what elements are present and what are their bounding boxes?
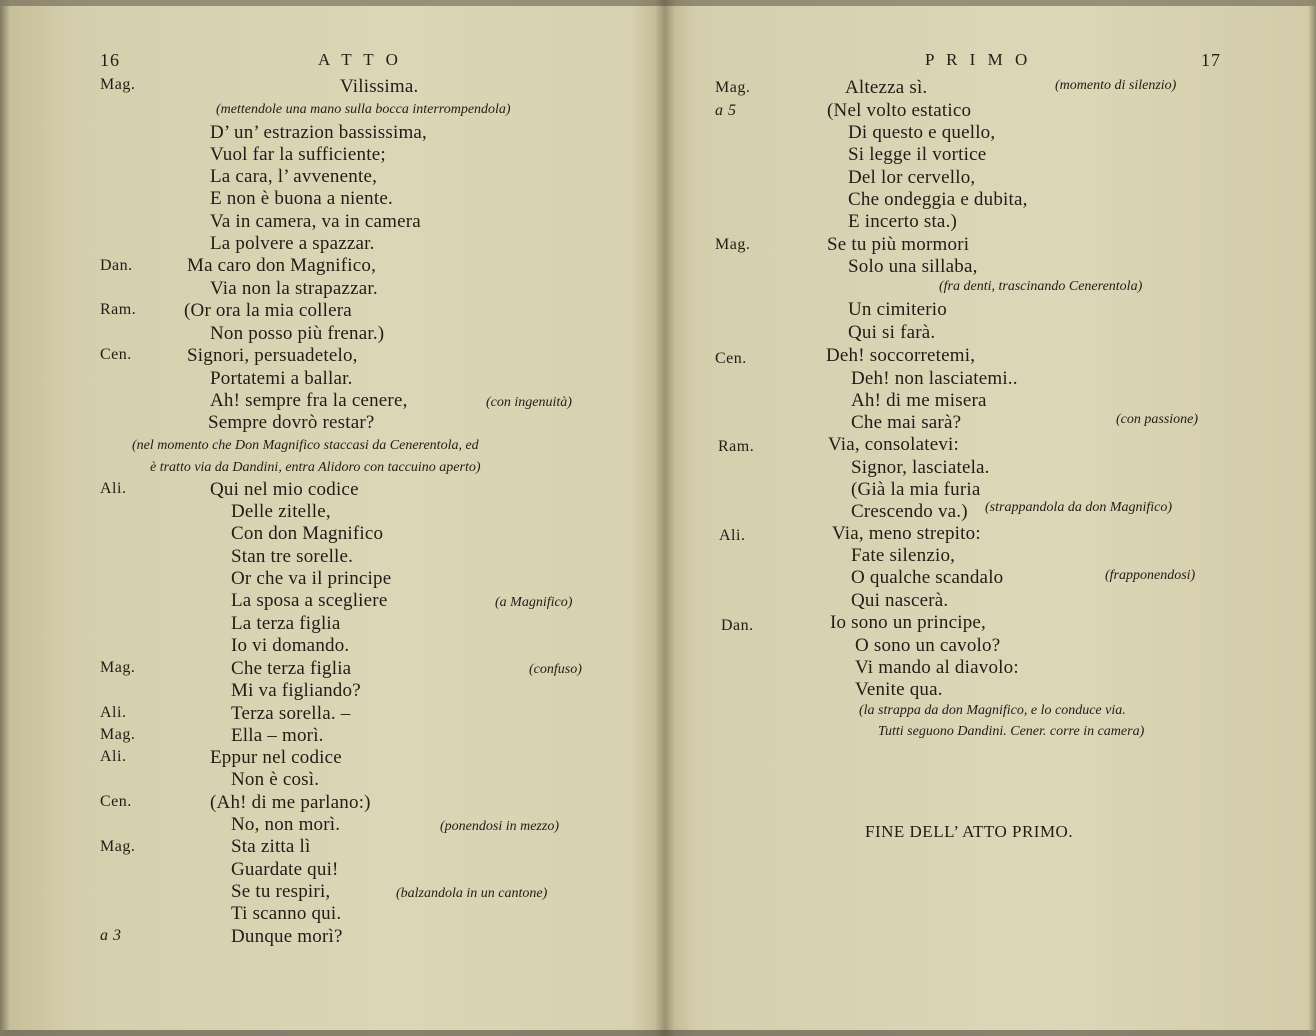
stage-direction: (fra denti, trascinando Cenerentola) xyxy=(939,279,1143,294)
verse-line: La cara, l’ avvenente, xyxy=(210,166,378,187)
stage-direction: (ponendosi in mezzo) xyxy=(440,819,559,834)
verse-line: La terza figlia xyxy=(231,613,341,634)
verse-line: Se tu più mormori xyxy=(827,234,970,255)
verse-line: Ti scanno qui. xyxy=(231,903,342,924)
stage-direction: (con ingenuità) xyxy=(486,395,572,410)
verse-line: Altezza sì. xyxy=(845,77,928,98)
speaker-label: Mag. xyxy=(100,726,136,743)
left-page xyxy=(0,0,655,1036)
verse-line: La polvere a spazzar. xyxy=(210,233,375,254)
verse-line: Qui si farà. xyxy=(848,322,936,343)
stage-direction: (a Magnifico) xyxy=(495,595,573,610)
verse-line: (Già la mia furia xyxy=(851,479,981,500)
verse-line: Che terza figlia xyxy=(231,658,352,679)
verse-line: Guardate qui! xyxy=(231,859,339,880)
book-gutter xyxy=(655,0,675,1036)
stage-direction: è tratto via da Dandini, entra Alidoro con taccuino aperto) xyxy=(150,460,481,475)
speaker-label: Mag. xyxy=(100,838,136,855)
speaker-label: Mag. xyxy=(715,236,751,253)
verse-line: Ah! di me misera xyxy=(851,390,987,411)
speaker-label: a 3 xyxy=(100,927,122,944)
verse-line: Che mai sarà? xyxy=(851,412,962,433)
speaker-label: Mag. xyxy=(100,659,136,676)
verse-line: Non è così. xyxy=(231,769,320,790)
verse-line: (Nel volto estatico xyxy=(827,100,972,121)
speaker-label: Cen. xyxy=(100,793,132,810)
verse-line: Terza sorella. – xyxy=(231,703,351,724)
verse-line: Io sono un principe, xyxy=(830,612,986,633)
verse-line: Deh! soccorretemi, xyxy=(826,345,976,366)
verse-line: Portatemi a ballar. xyxy=(210,368,353,389)
verse-line: Delle zitelle, xyxy=(231,501,331,522)
verse-line: Va in camera, va in camera xyxy=(210,211,421,232)
verse-line: Vuol far la sufficiente; xyxy=(210,144,386,165)
verse-line: Stan tre sorelle. xyxy=(231,546,354,567)
verse-line: E non è buona a niente. xyxy=(210,188,393,209)
verse-line: Qui nascerà. xyxy=(851,590,949,611)
stage-direction: (la strappa da don Magnifico, e lo conduce via. xyxy=(859,703,1126,718)
speaker-label: Ali. xyxy=(100,704,127,721)
speaker-label: Ali. xyxy=(100,480,127,497)
speaker-label: Cen. xyxy=(100,346,132,363)
verse-line: O qualche scandalo xyxy=(851,567,1004,588)
verse-line: Ah! sempre fra la cenere, xyxy=(210,390,408,411)
verse-line: E incerto sta.) xyxy=(848,211,958,232)
verse-line: Un cimiterio xyxy=(848,299,947,320)
verse-line: Del lor cervello, xyxy=(848,167,976,188)
verse-line: Crescendo va.) xyxy=(851,501,968,522)
stage-direction: (strappandola da don Magnifico) xyxy=(985,500,1173,515)
verse-line: (Or ora la mia collera xyxy=(184,300,352,321)
verse-line: Signori, persuadetelo, xyxy=(187,345,358,366)
speaker-label: Dan. xyxy=(100,257,133,274)
verse-line: Sta zitta lì xyxy=(231,836,311,857)
verse-line: O sono un cavolo? xyxy=(855,635,1001,656)
verse-line: Di questo e quello, xyxy=(848,122,996,143)
stage-direction: (mettendole una mano sulla bocca interrompendola) xyxy=(216,102,511,117)
verse-line: Io vi domando. xyxy=(231,635,350,656)
stage-direction: (balzandola in un cantone) xyxy=(396,886,548,901)
verse-line: Venite qua. xyxy=(855,679,943,700)
verse-line: Solo una sillaba, xyxy=(848,256,978,277)
running-head: P R I M O xyxy=(925,50,1032,69)
speaker-label: Cen. xyxy=(715,350,747,367)
verse-line: Signor, lasciatela. xyxy=(851,457,990,478)
running-head: A T T O xyxy=(318,50,402,69)
page-number: 17 xyxy=(1201,50,1221,70)
verse-line: Via, consolatevi: xyxy=(828,434,960,455)
verse-line: Che ondeggia e dubita, xyxy=(848,189,1028,210)
verse-line: Deh! non lasciatemi.. xyxy=(851,368,1018,389)
stage-direction: (frapponendosi) xyxy=(1105,568,1196,583)
verse-line: La sposa a scegliere xyxy=(231,590,388,611)
stage-direction: (momento di silenzio) xyxy=(1055,78,1177,93)
verse-line: Si legge il vortice xyxy=(848,144,987,165)
stage-direction: (confuso) xyxy=(529,662,582,677)
verse-line: Dunque morì? xyxy=(231,926,343,947)
verse-line: Eppur nel codice xyxy=(210,747,342,768)
speaker-label: Ram. xyxy=(718,438,755,455)
verse-line: Qui nel mio codice xyxy=(210,479,359,500)
speaker-label: a 5 xyxy=(715,102,737,119)
verse-line: Fate silenzio, xyxy=(851,545,956,566)
verse-line: Sempre dovrò restar? xyxy=(208,412,375,433)
verse-line: Ma caro don Magnifico, xyxy=(187,255,377,276)
verse-line: Vi mando al diavolo: xyxy=(855,657,1019,678)
speaker-label: Ali. xyxy=(719,527,746,544)
speaker-label: Dan. xyxy=(721,617,754,634)
stage-direction: (nel momento che Don Magnifico staccasi da Cenerentola, ed xyxy=(132,438,479,453)
verse-line: Se tu respiri, xyxy=(231,881,331,902)
verse-line: Via non la strapazzar. xyxy=(210,278,378,299)
verse-line: Via, meno strepito: xyxy=(832,523,981,544)
page-number: 16 xyxy=(100,50,120,70)
verse-line: Non posso più frenar.) xyxy=(210,323,385,344)
stage-direction: Tutti seguono Dandini. Cener. corre in camera) xyxy=(878,724,1145,739)
speaker-label: Mag. xyxy=(715,79,751,96)
speaker-label: Ram. xyxy=(100,301,137,318)
verse-line: D’ un’ estrazion bassissima, xyxy=(210,122,428,143)
speaker-label: Mag. xyxy=(100,76,136,93)
right-page xyxy=(675,0,1316,1036)
verse-line: Ella – morì. xyxy=(231,725,324,746)
verse-line: Mi va figliando? xyxy=(231,680,361,701)
verse-line: Or che va il principe xyxy=(231,568,392,589)
verse-line: Vilissima. xyxy=(340,76,419,97)
stage-direction: (con passione) xyxy=(1116,412,1199,427)
end-of-act-text: FINE DELL’ ATTO PRIMO. xyxy=(865,822,1074,841)
speaker-label: Ali. xyxy=(100,748,127,765)
verse-line: Con don Magnifico xyxy=(231,523,384,544)
verse-line: (Ah! di me parlano:) xyxy=(210,792,371,813)
verse-line: No, non morì. xyxy=(231,814,341,835)
